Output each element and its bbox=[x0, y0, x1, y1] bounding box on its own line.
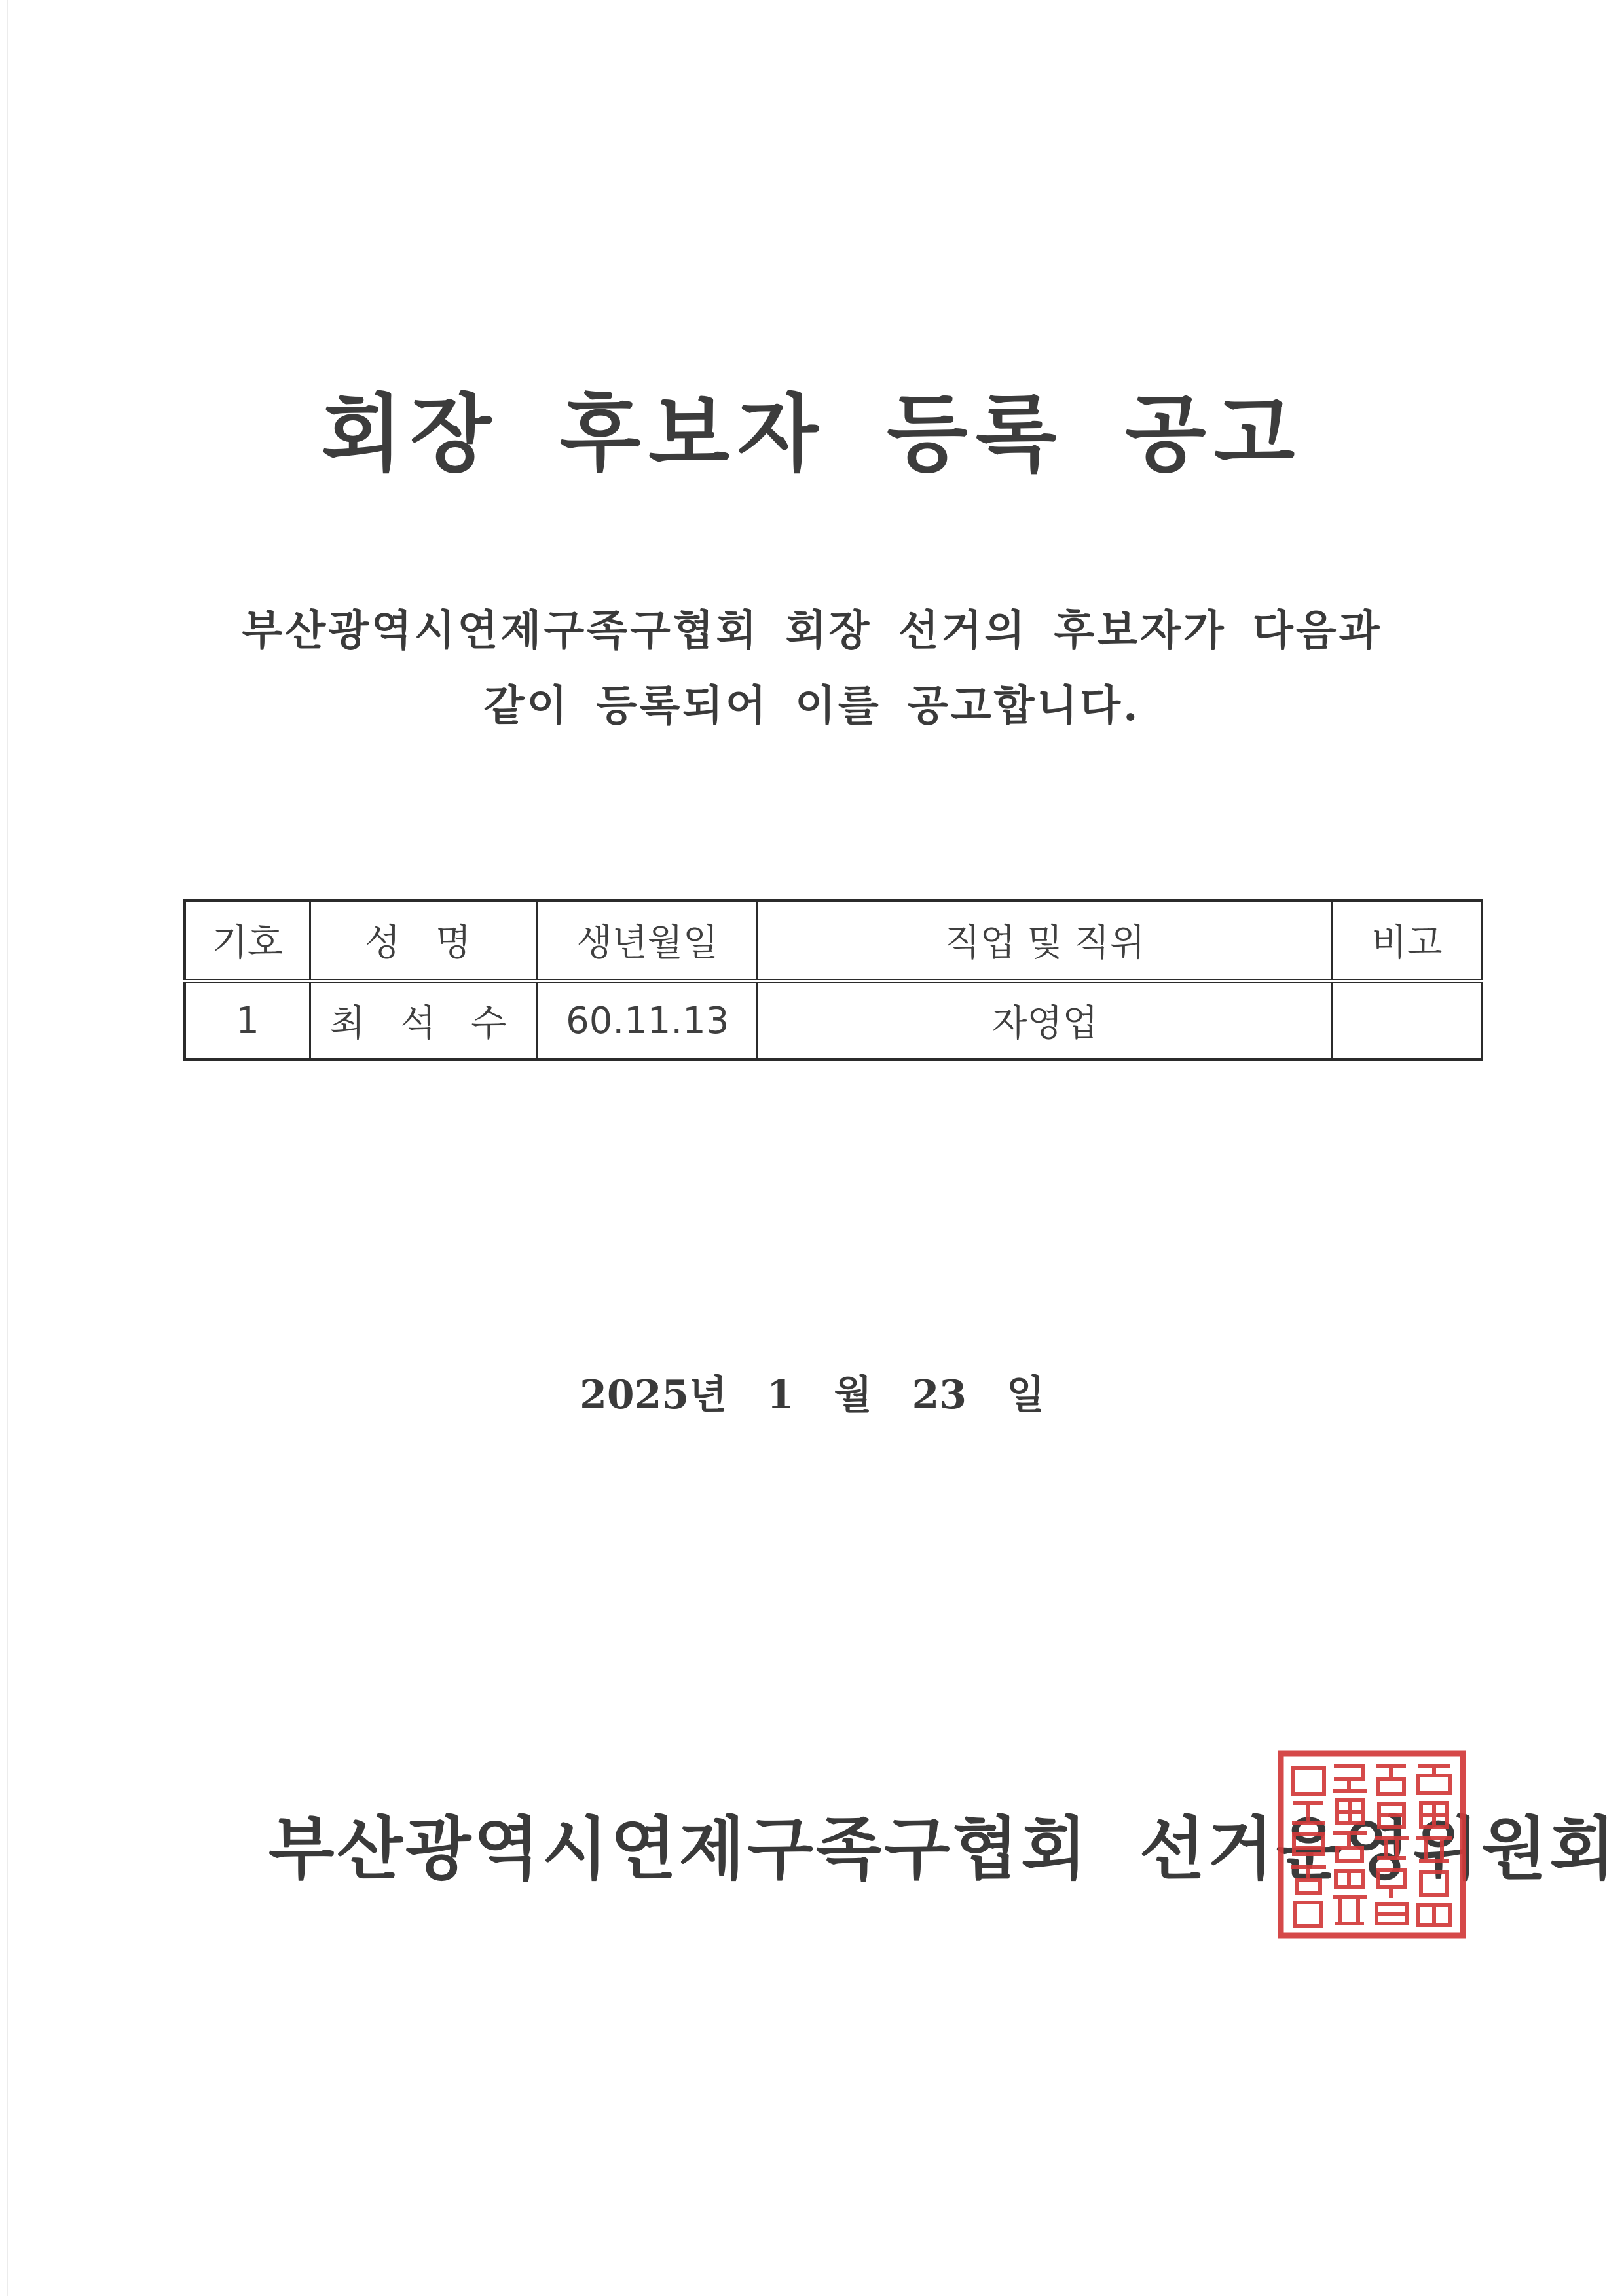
scan-edge-line bbox=[7, 0, 8, 2296]
table-row bbox=[185, 981, 1482, 1060]
header-occupation: 직업 및 직위 bbox=[758, 900, 1333, 981]
header-name: 성 명 bbox=[310, 900, 538, 981]
date-year: 2025년 bbox=[580, 1372, 728, 1418]
cell-number: 1 bbox=[185, 981, 310, 1060]
date-month-number: 1 bbox=[766, 1372, 794, 1418]
cell-remarks bbox=[1332, 981, 1482, 1060]
intro-line-1: 부산광역시연제구족구협회 회장 선거의 후보자가 다음과 bbox=[242, 606, 1382, 655]
cell-birthdate: 60.11.13 bbox=[538, 981, 758, 1060]
candidate-table bbox=[183, 899, 1483, 1061]
cell-name: 최 석 수 bbox=[310, 981, 538, 1060]
date-day-number: 23 bbox=[912, 1372, 967, 1418]
official-seal-icon bbox=[1277, 1749, 1467, 1939]
header-birthdate: 생년월일 bbox=[538, 900, 758, 981]
intro-line-2: 같이 등록되어 이를 공고합니다. bbox=[483, 682, 1141, 731]
date-day-unit: 일 bbox=[1006, 1372, 1044, 1418]
page-title: 회장 후보자 등록 공고 bbox=[321, 385, 1303, 483]
organization-name: 부산광역시연제구족구협회 선거운영위원회 bbox=[268, 1808, 1619, 1889]
header-remarks: 비고 bbox=[1332, 900, 1482, 981]
cell-occupation: 자영업 bbox=[758, 981, 1333, 1060]
header-number: 기호 bbox=[185, 900, 310, 981]
announcement-date bbox=[0, 1364, 1624, 1420]
table-header-row bbox=[185, 900, 1482, 981]
date-month-unit: 월 bbox=[834, 1372, 872, 1418]
